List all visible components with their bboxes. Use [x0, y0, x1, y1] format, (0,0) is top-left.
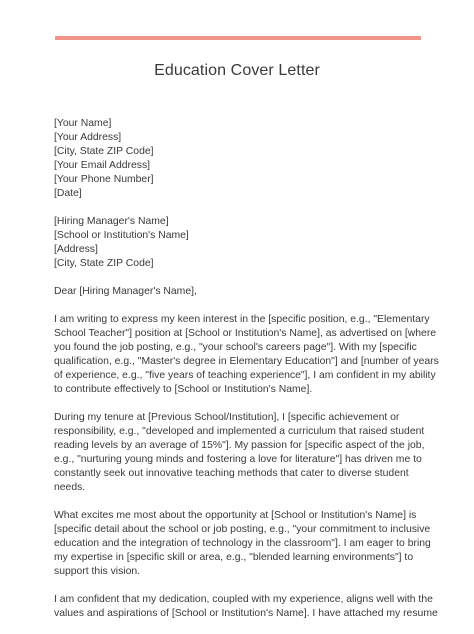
paragraph-line: you found the job posting, e.g., "your school's careers page"]. With my [specific — [54, 341, 417, 353]
paragraph-line: constantly seek out innovative teaching methods that cater to diverse student — [54, 467, 409, 479]
paragraph-line: to contribute effectively to [School or Institution's Name]. — [54, 384, 313, 395]
paragraph-line: of experience, e.g., "five years of teaching experience"], I am confident in my ability — [54, 369, 436, 381]
sender-address: [Your Address] — [54, 132, 122, 144]
paragraph-intro — [54, 313, 439, 398]
sender-name: [Your Name] — [54, 118, 112, 129]
paragraph-line: I am confident that my dedication, coupled with my experience, aligns well with the — [54, 593, 433, 605]
sender-email: [Your Email Address] — [54, 160, 151, 172]
paragraph-experience — [54, 411, 424, 496]
paragraph-line: During my tenure at [Previous School/Institution], I [specific achievement or — [54, 411, 400, 423]
paragraph-line: support this vision. — [54, 566, 141, 578]
paragraph-line: I am writing to express my keen interest in the [specific position, e.g., "Elementary — [54, 313, 430, 325]
recipient-block — [54, 215, 424, 271]
paragraph-line: School Teacher"] position at [School or Institution's Name], as advertised on [where — [54, 327, 437, 339]
paragraph-line: my expertise in [specific skill or area, e.g., "blended learning environments"] to — [54, 551, 414, 563]
paragraph-motivation — [54, 509, 431, 579]
recipient-institution: [School or Institution's Name] — [54, 230, 189, 242]
recipient-name: [Hiring Manager's Name] — [54, 216, 169, 228]
paragraph-line: What excites me most about the opportunity at [School or Institution's Name] is — [54, 509, 417, 521]
letter-date: [Date] — [54, 188, 82, 200]
sender-block — [54, 117, 424, 202]
paragraph-line: qualification, e.g., "Master's degree in Elementary Education"] and [number of years — [54, 355, 439, 367]
paragraph-line: reading levels by an average of 15%"]. My passion for [specific aspect of the job, — [54, 439, 425, 451]
paragraph-line: responsibility, e.g., "developed and implemented a curriculum that raised student — [54, 425, 425, 437]
paragraph-line: [specific detail about the school or job posting, e.g., "your commitment to inclusive — [54, 523, 431, 535]
paragraph-line: education and the integration of technology in the classroom"]. I am eager to bring — [54, 537, 431, 549]
paragraph-line: values and aspirations of [School or Institution's Name]. I have attached my resume — [54, 607, 438, 619]
document-title: Education Cover Letter — [154, 62, 320, 79]
sender-phone: [Your Phone Number] — [54, 174, 154, 186]
paragraph-line: needs. — [54, 482, 86, 494]
sender-city-state-zip: [City, State ZIP Code] — [54, 146, 154, 158]
letter-body — [54, 117, 439, 634]
salutation-text: Dear [Hiring Manager's Name], — [54, 285, 197, 297]
salutation — [54, 285, 424, 299]
accent-bar — [55, 36, 421, 40]
paragraph-line: e.g., "nurturing young minds and fostering a love for literature"] has driven me to — [54, 453, 422, 465]
recipient-address: [Address] — [54, 244, 98, 256]
paragraph-closing — [54, 593, 438, 621]
recipient-city-state-zip: [City, State ZIP Code] — [54, 258, 154, 270]
